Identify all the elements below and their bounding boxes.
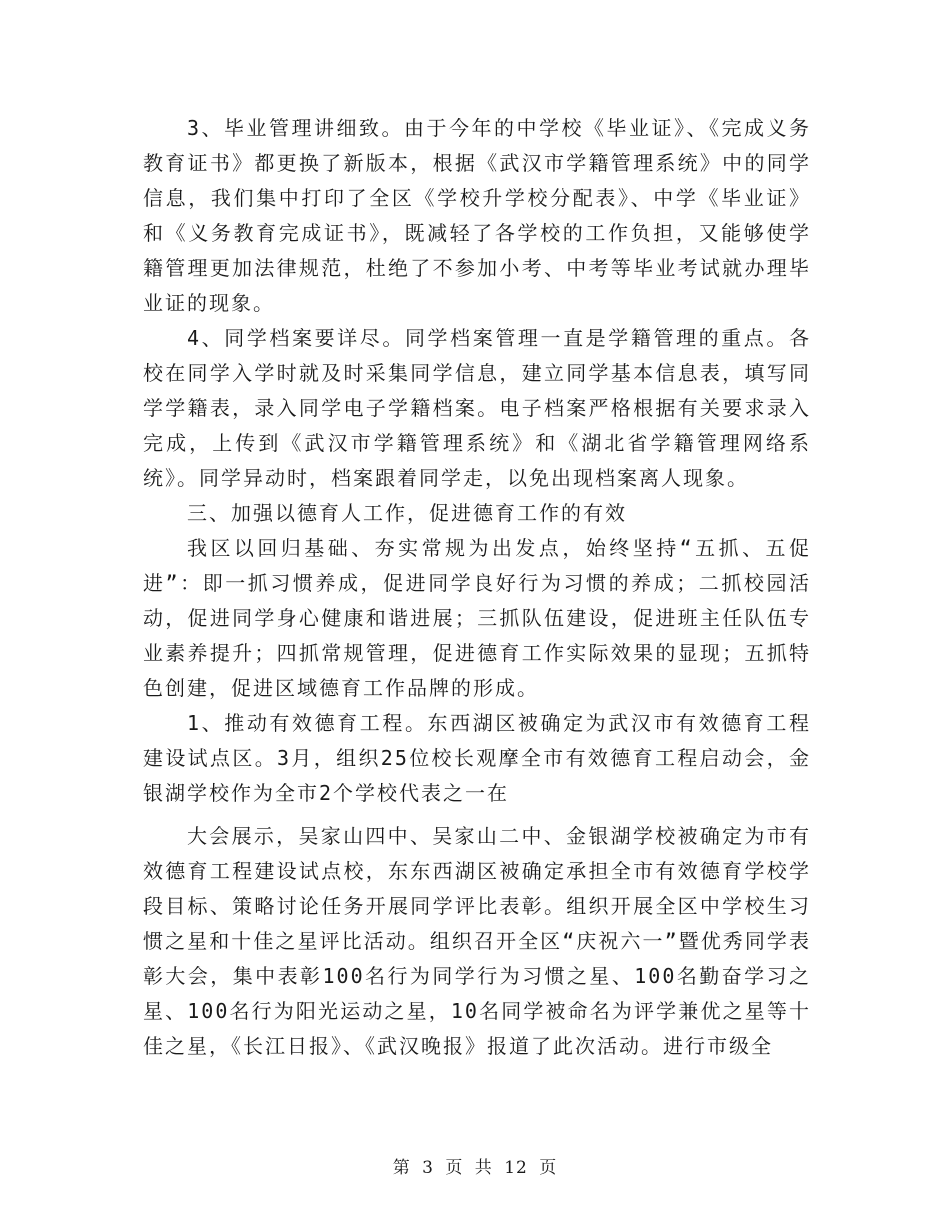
page-number-footer: 第 3 页 共 12 页 [392, 1158, 558, 1178]
section-heading-moral-education: 三、加强以德育人工作，促进德育工作的有效 [187, 501, 627, 525]
paragraph-graduation-management: 3、毕业管理讲细致。由于今年的中学校《毕业证》、《完成义务教育证书》都更换了新版本，根据《武汉市学籍管理系统》中的同学信息，我们集中打印了全区《学校升学校分配表》、中学《毕业证》和《义务教育完成证书》，既减轻了各学校的工作负担，又能够使学籍管理更加法律规范，杜绝了不参加小考、中考等毕业考试就办理毕业证的现象。 [143, 116, 811, 315]
paragraph-five-measures: 我区以回归基础、夯实常规为出发点，始终坚持“五抓、五促进”：即一抓习惯养成，促进同学良好行为习惯的养成；二抓校园活动，促进同学身心健康和谐进展；三抓队伍建设，促进班主任队伍专业素养提升；四抓常规管理，促进德育工作实际效果的显现；五抓特色创建，促进区域德育工作品牌的形成。 [143, 536, 811, 700]
document-body [143, 111, 811, 1064]
paragraph-effective-moral-project: 1、推动有效德育工程。东西湖区被确定为武汉市有效德育工程建设试点区。3月，组织25位校长观摩全市有效德育工程启动会，金银湖学校作为全市2个学校代表之一在 [143, 711, 811, 805]
paragraph-conference-display: 大会展示，吴家山四中、吴家山二中、金银湖学校被确定为市有效德育工程建设试点校，东东西湖区被确定承担全市有效德育学校学段目标、策略讨论任务开展同学评比表彰。组织开展全区中学校生习惯之星和十佳之星评比活动。组织召开全区“庆祝六一”暨优秀同学表彰大会，集中表彰100名行为同学行为习惯之星、100名勤奋学习之星、100名行为阳光运动之星，10名同学被命名为评学兼优之星等十佳之星，《长江日报》、《武汉晚报》报道了此次活动。进行市级全 [143, 824, 811, 1058]
paragraph-student-records: 4、同学档案要详尽。同学档案管理一直是学籍管理的重点。各校在同学入学时就及时采集同学信息，建立同学基本信息表，填写同学学籍表，录入同学电子学籍档案。电子档案严格根据有关要求录入完成，上传到《武汉市学籍管理系统》和《湖北省学籍管理网络系统》。同学异动时，档案跟着同学走，以免出现档案离人现象。 [143, 326, 811, 490]
